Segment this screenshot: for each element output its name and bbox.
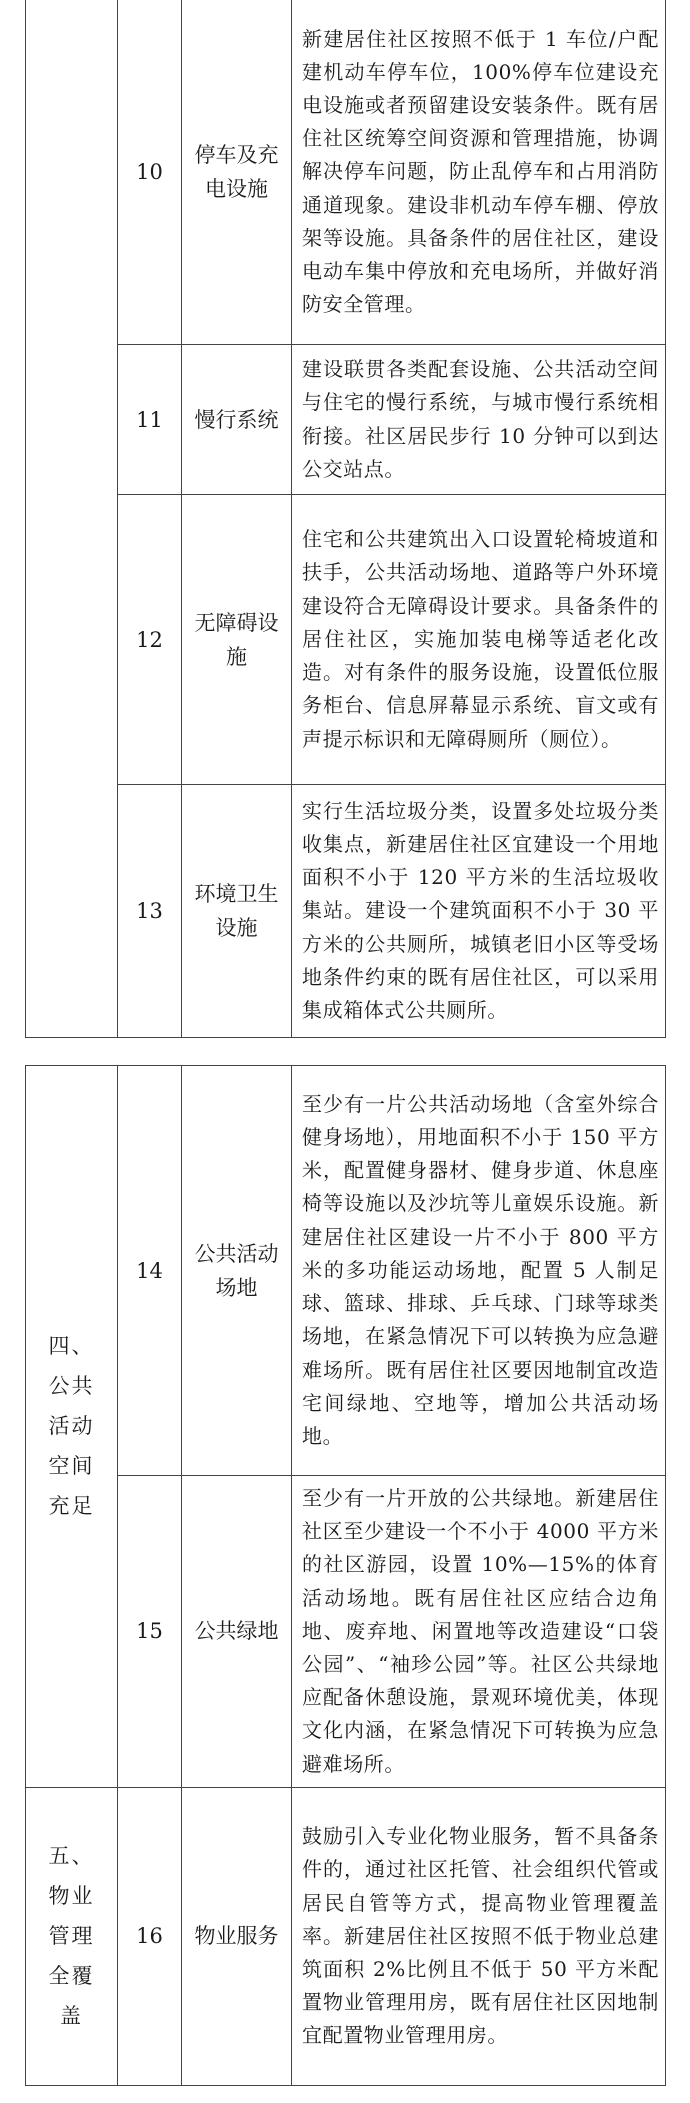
row-number: 10 — [118, 0, 182, 345]
row-number: 15 — [118, 1476, 182, 1788]
facility-requirement: 建设联贯各类配套设施、公共活动空间与住宅的慢行系统，与城市慢行系统相衔接。社区居民步行 10 分钟可以到达公交站点。 — [292, 345, 666, 495]
facility-name: 无障碍设施 — [182, 495, 292, 785]
row-number: 13 — [118, 785, 182, 1038]
table-row — [26, 0, 666, 345]
facility-requirement: 至少有一片开放的公共绿地。新建居住社区至少建设一个不小于 4000 平方米的社区游园，设置 10%—15%的体育活动场地。既有居住社区应结合边角地、废弃地、闲置地等改造建设“口袋公园”、“袖珍公园”等。社区公共绿地应配备休憩设施，景观环境优美，体现文化内涵，在紧急情况下可转换为应急避难场所。 — [292, 1476, 666, 1788]
facility-requirement: 鼓励引入专业化物业服务，暂不具备条件的，通过社区托管、社会组织代管或居民自管等方式，提高物业管理覆盖率。新建居住社区按照不低于物业总建筑面积 2%比例且不低于 50 平方米配置物业管理用房，既有居住社区因地制宜配置物业管理用房。 — [292, 1787, 666, 2085]
row-number: 14 — [118, 1066, 182, 1476]
category-label: 五、物业管理全覆盖 — [26, 1787, 118, 2085]
table-row — [26, 1476, 666, 1788]
table-row — [26, 785, 666, 1038]
facility-name: 公共活动场地 — [182, 1066, 292, 1476]
standards-table-part2 — [25, 1065, 666, 2086]
table-row — [26, 1787, 666, 2085]
category-cell-empty — [26, 0, 118, 1038]
standards-table-part1 — [25, 0, 666, 1038]
category-label: 四、公共活动空间充足 — [26, 1066, 118, 1788]
row-number: 11 — [118, 345, 182, 495]
facility-name: 物业服务 — [182, 1787, 292, 2085]
facility-requirement: 新建居住社区按照不低于 1 车位/户配建机动车停车位，100%停车位建设充电设施或者预留建设安装条件。既有居住社区统筹空间资源和管理措施，协调解决停车问题，防止乱停车和占用消防通道现象。建设非机动车停车棚、停放架等设施。具备条件的居住社区，建设电动车集中停放和充电场所，并做好消防安全管理。 — [292, 0, 666, 345]
table-row — [26, 1066, 666, 1476]
table-row — [26, 495, 666, 785]
table-row — [26, 345, 666, 495]
facility-requirement: 实行生活垃圾分类，设置多处垃圾分类收集点，新建居住社区宜建设一个用地面积不小于 120 平方米的生活垃圾收集站。建设一个建筑面积不小于 30 平方米的公共厕所，城镇老旧小区等受场地条件约束的既有居住社区，可以采用集成箱体式公共厕所。 — [292, 785, 666, 1038]
row-number: 16 — [118, 1787, 182, 2085]
facility-requirement: 至少有一片公共活动场地（含室外综合健身场地），用地面积不小于 150 平方米，配置健身器材、健身步道、休息座椅等设施以及沙坑等儿童娱乐设施。新建居住社区建设一片不小于 800 平方米的多功能运动场地，配置 5 人制足球、篮球、排球、乒乓球、门球等球类场地，在紧急情况下可以转换为应急避难场所。既有居住社区要因地制宜改造宅间绿地、空地等，增加公共活动场地。 — [292, 1066, 666, 1476]
facility-name: 停车及充电设施 — [182, 0, 292, 345]
facility-requirement: 住宅和公共建筑出入口设置轮椅坡道和扶手，公共活动场地、道路等户外环境建设符合无障碍设计要求。具备条件的居住社区，实施加装电梯等适老化改造。对有条件的服务设施，设置低位服务柜台、信息屏幕显示系统、盲文或有声提示标识和无障碍厕所（厕位）。 — [292, 495, 666, 785]
row-number: 12 — [118, 495, 182, 785]
facility-name: 环境卫生设施 — [182, 785, 292, 1038]
facility-name: 慢行系统 — [182, 345, 292, 495]
facility-name: 公共绿地 — [182, 1476, 292, 1788]
